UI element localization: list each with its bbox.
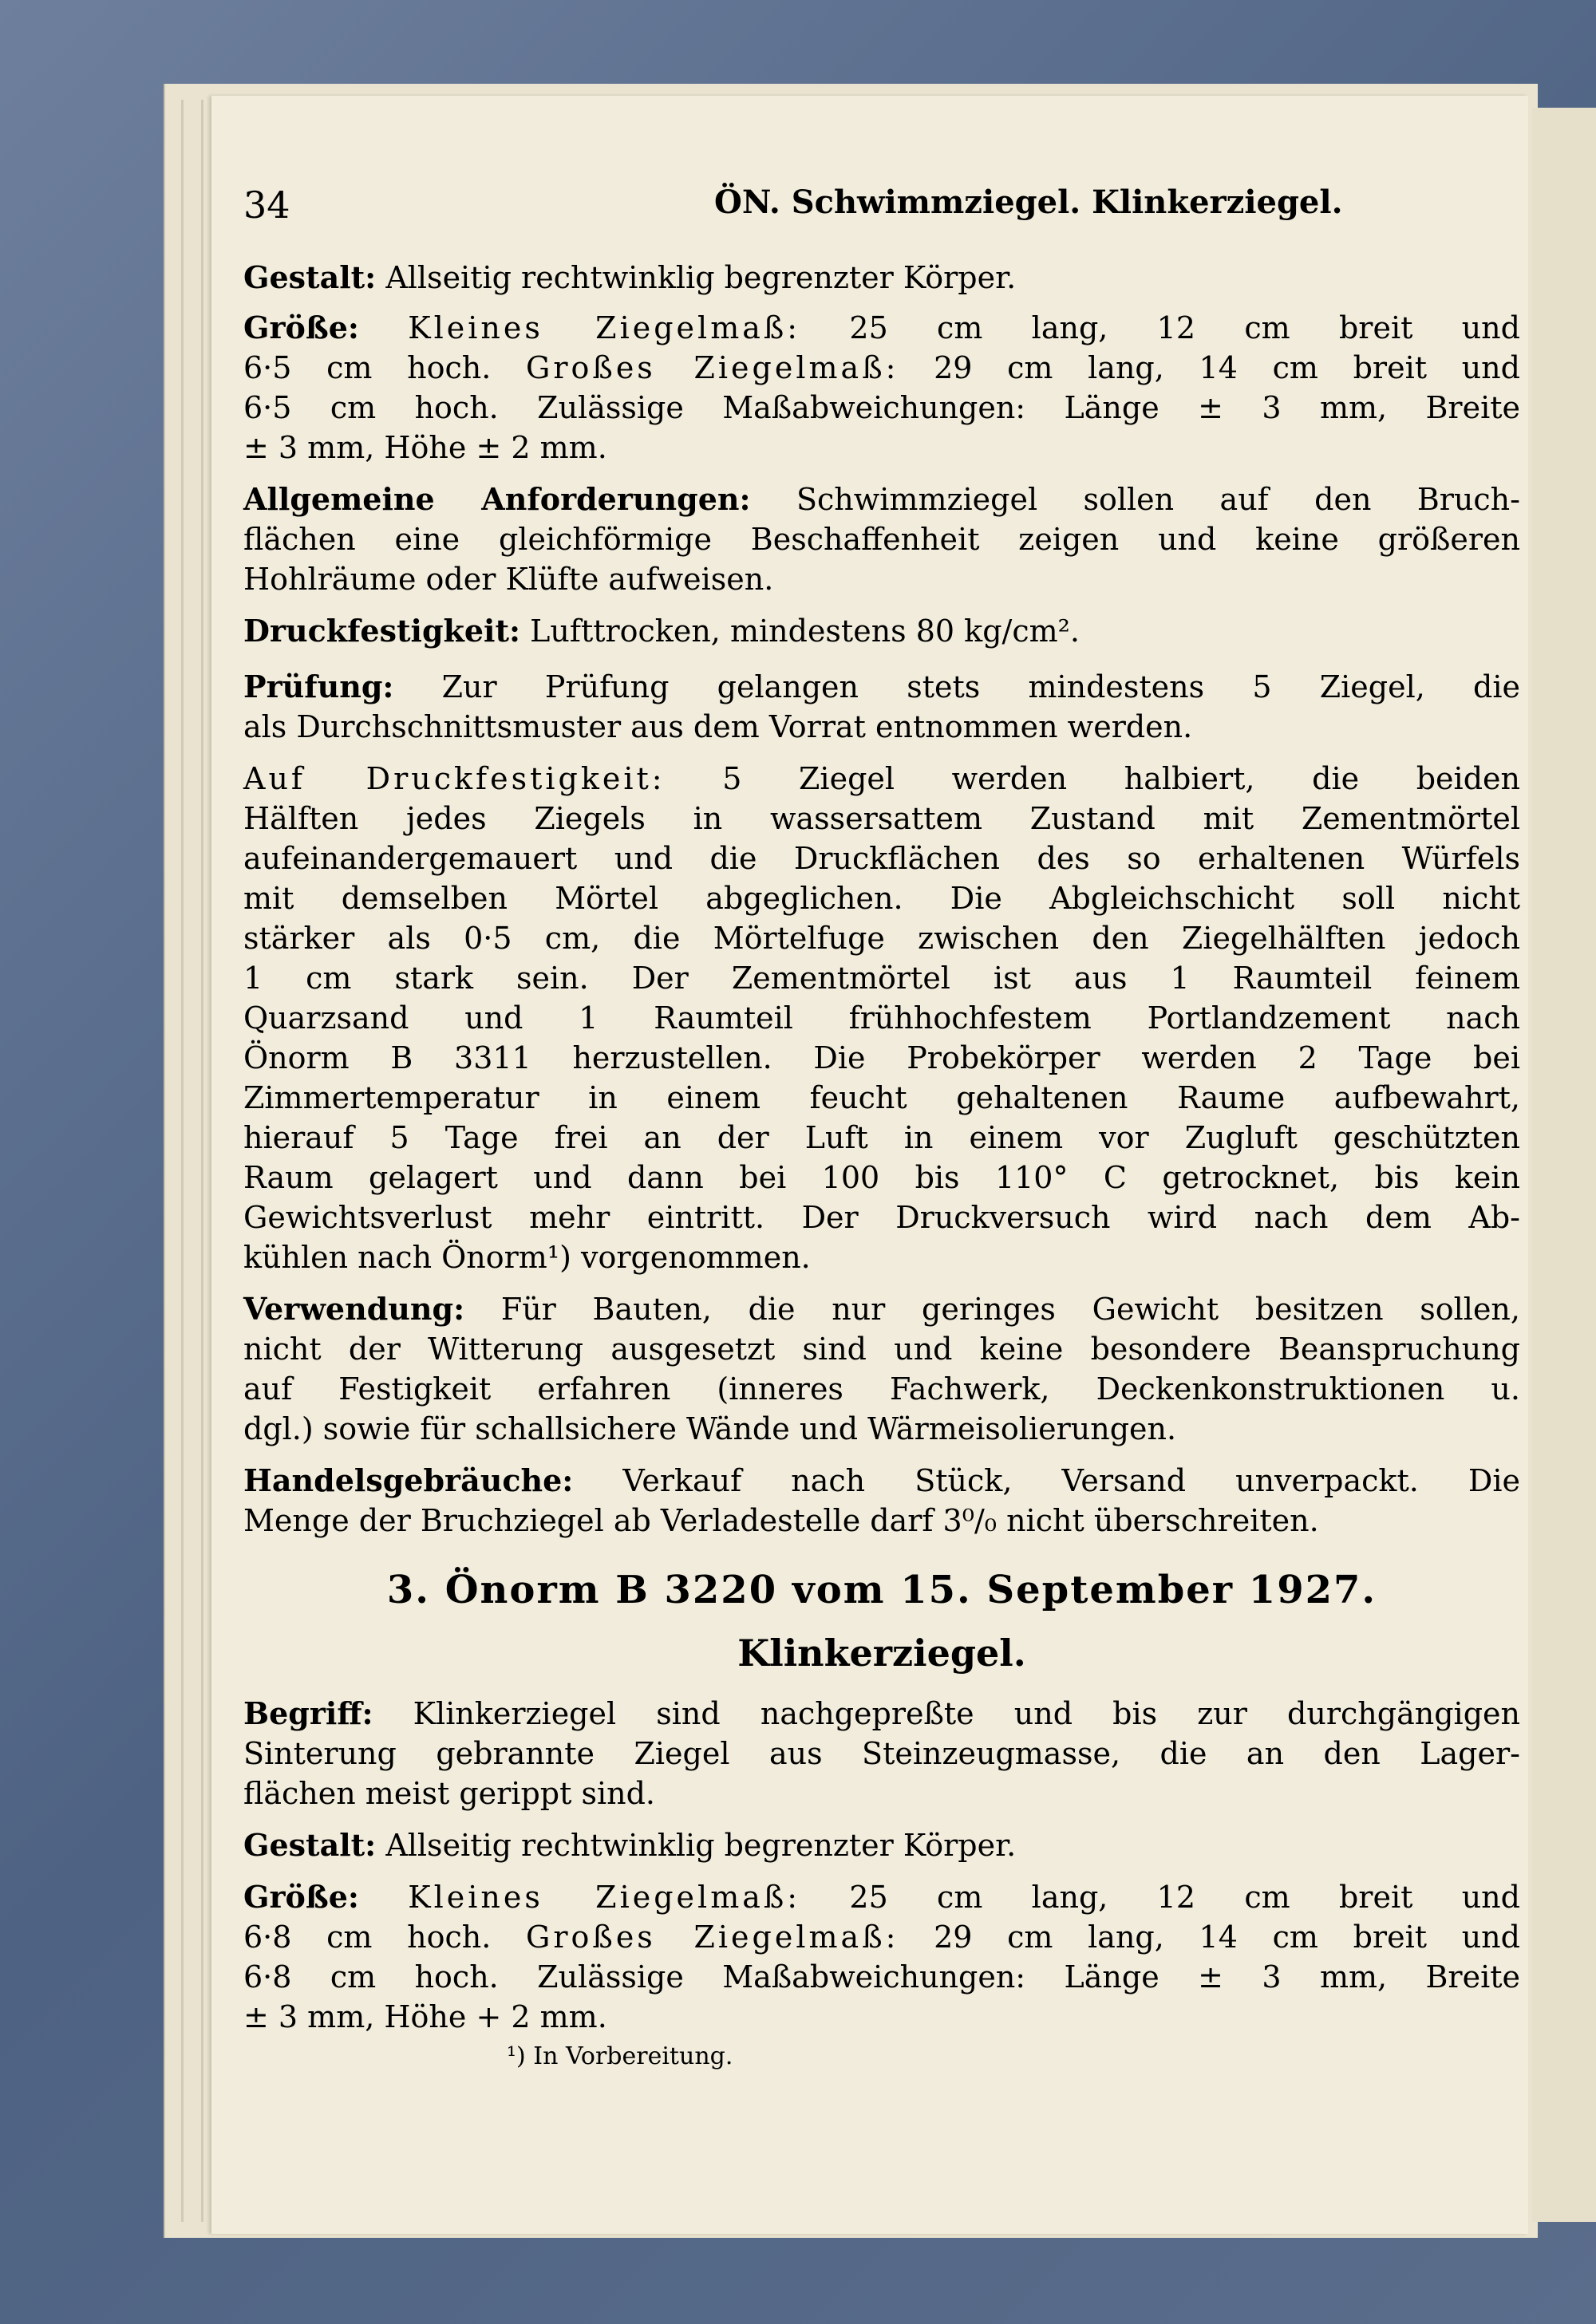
facing-page-edge bbox=[1532, 108, 1596, 2222]
handelsgebraeuche-paragraph: Handelsgebräuche: Verkauf nach Stück, Versand unverpackt. Die bbox=[243, 1462, 1520, 1498]
groesse-label: Größe: bbox=[243, 310, 359, 345]
allgemeine-label: Allgemeine Anforderungen: bbox=[243, 481, 751, 517]
pruefung-label: Prüfung: bbox=[243, 669, 394, 704]
section-subtitle: Klinkerziegel. bbox=[737, 1632, 1026, 1675]
running-title: ÖN. Schwimmziegel. Klinkerziegel. bbox=[714, 183, 1343, 221]
gestalt-label: Gestalt: bbox=[243, 259, 377, 295]
druckfestigkeit-paragraph: Druckfestigkeit: Lufttrocken, mindestens 80 kg/cm². bbox=[243, 613, 1080, 649]
footnote: ¹) In Vorbereitung. bbox=[507, 2042, 733, 2070]
groesse2-paragraph: Größe: Kleines Ziegelmaß: 25 cm lang, 12 cm breit und bbox=[243, 1879, 1520, 1915]
pruefung-paragraph: Prüfung: Zur Prüfung gelangen stets mindestens 5 Ziegel, die bbox=[243, 669, 1520, 704]
verwendung-paragraph: Verwendung: Für Bauten, die nur geringes Gewicht besitzen sollen, bbox=[243, 1291, 1520, 1327]
allgemeine-paragraph: Allgemeine Anforderungen: Schwimmziegel sollen auf den Bruch- bbox=[243, 481, 1520, 517]
gestalt2-paragraph: Gestalt: Allseitig rechtwinklig begrenzter Körper. bbox=[243, 1827, 1017, 1863]
gestalt2-label: Gestalt: bbox=[243, 1827, 377, 1863]
verwendung-label: Verwendung: bbox=[243, 1291, 465, 1327]
groesse-paragraph: Größe: Kleines Ziegelmaß: 25 cm lang, 12 cm breit und bbox=[243, 310, 1520, 345]
section-title: 3. Önorm B 3220 vom 15. September 1927. bbox=[386, 1568, 1377, 1612]
druckfestigkeit-label: Druckfestigkeit: bbox=[243, 613, 521, 649]
handelsgebraeuche-label: Handelsgebräuche: bbox=[243, 1462, 574, 1498]
auf-druckfestigkeit-paragraph: Auf Druckfestigkeit: 5 Ziegel werden halbiert, die beiden bbox=[243, 761, 1520, 796]
groesse2-label: Größe: bbox=[243, 1879, 359, 1915]
begriff-paragraph: Begriff: Klinkerziegel sind nachgepreßte und bis zur durchgängigen bbox=[243, 1695, 1520, 1731]
gestalt-paragraph: Gestalt: Allseitig rechtwinklig begrenzter Körper. bbox=[243, 259, 1017, 295]
page-number: 34 bbox=[243, 183, 290, 227]
begriff-label: Begriff: bbox=[243, 1695, 373, 1731]
